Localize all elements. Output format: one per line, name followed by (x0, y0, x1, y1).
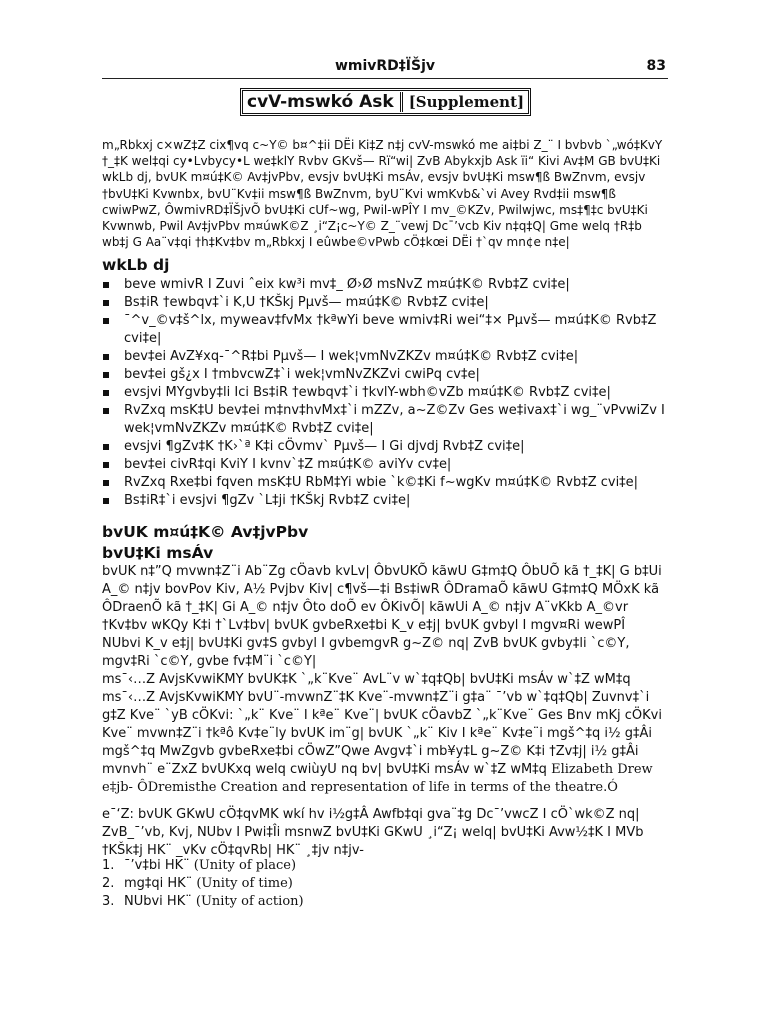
list-item: 2. mg‡qi HK¨ (Unity of time) (102, 876, 293, 891)
running-header (102, 58, 668, 79)
unity-label: mg‡qi HK¨ (124, 876, 193, 891)
list-item: 1. ¯’v‡bi HK¨ (Unity of place) (102, 858, 297, 873)
intro-paragraph: m„Rbkxj c×wZ‡Z cix¶vq c~Y© b¤^‡ii DËi Ki‡Z n‡j cvV-mswkó me ai‡bi Z_¨ I bvbvb `„wó‡KvY †_‡K wel‡qi cy•Lvbycy•L we‡klY Rvbv GKvš— Rï“wi| ZvB Abykxjb Ask ïi“ Kivi Av‡M GB bvU‡Ki wkLb dj, bvUK m¤ú‡K© Av‡jvPbv, evsjv bvU‡Ki msÁv, evsjv bvU‡Ki msw¶ß BwZnvm, evsjv †bvU‡Ki Kvwnbx, bvU¨Kv‡ii msw¶ß BwZnvm, byU¨Kvi wmKvb&`vi Avey Rvd‡ii msw¶ß cwiwPwZ, ÔwmivRD‡ÏŠjvÕ bvU‡Ki cUf~wg, Pwil-wPÎY I mv_©KZv, Pwilwjwc, ms‡¶‡c bvU‡Ki Kvwnwb, Pwil Av‡jvPbv m¤úwK©Z ¸i“Z¡c~Y© Z_¨vewj Dc¯’vcb Kiv n‡q‡Q| Gme welq †R‡b wb‡j G Aa¨v‡qi †h‡Kv‡bv m„Rbkxj I eûwbe©vPwb cÖ‡kœi DËi †`qv mn¢e n‡e| (102, 138, 663, 250)
unity-english: (Unity of place) (193, 858, 297, 873)
unity-label: ¯’v‡bi HK¨ (124, 858, 190, 873)
running-header-title: wmivRD‡ÏŠjv (334, 58, 436, 74)
list-item: evsjvi MYgvby‡li Ici Bs‡iR †ewbqv‡`i †kvlY-wbh©vZb m¤ú‡K© Rvb‡Z cvi‡e| (102, 384, 666, 402)
drama-paragraph-2 (102, 671, 666, 797)
list-item: ¯^v_©v‡š^lx, myweav‡fvMx †kªwYi beve wmiv‡Ri wei“‡× Pµvš— m¤ú‡K© Rvb‡Z cvi‡e| (102, 312, 666, 348)
learning-outcomes-list (102, 276, 666, 510)
list-item: evsjvi ¶gZv‡K †K›`ª K‡i cÖvmv` Pµvš— I Gi djvdj Rvb‡Z cvi‡e| (102, 438, 666, 456)
page-number: 83 (646, 58, 666, 74)
list-item: bev‡ei AvZ¥xq-¯^R‡bi Pµvš— I wek¦vmNvZKZv m¤ú‡K© Rvb‡Z cvi‡e| (102, 348, 666, 366)
list-item: bev‡ei civR‡qi KviY I kvnv`‡Z m¤ú‡K© aviYv cv‡e| (102, 456, 666, 474)
list-item: Bs‡iR‡`i evsjvi ¶gZv `L‡ji †KŠkj Rvb‡Z cvi‡e| (102, 492, 666, 510)
chapter-supplement-label: [Supplement] (408, 93, 525, 111)
list-item: RvZxq msK‡U bev‡ei m‡nv‡hvMx‡`i mZZv, a~Z©Zv Ges we‡ivax‡`i wg_¨vPvwiZv I wek¦vmNvZKZv m¤ú‡K© Rvb‡Z cvi‡e| (102, 402, 666, 438)
unity-english: (Unity of action) (195, 894, 304, 909)
drama-discussion-heading: bvUK m¤ú‡K© Av‡jvPbv (102, 523, 309, 541)
chapter-title: cvV-mswkó Ask (247, 92, 403, 112)
unity-label: NUbvi HK¨ (124, 894, 192, 909)
drama-paragraph-2-text: ms¯‹…Z AvjsKvwiKMY bvUK‡K `„k¨Kve¨ AvL¨v w`‡q‡Qb| bvU‡Ki msÁv w`‡Z wM‡q ms¯‹…Z AvjsKvwiKMY bvU¨-mvwnZ¨‡K Kve¨-mvwn‡Z¨i g‡a¨ ¯’vb w`‡q‡Qb| Zuvnv‡`i g‡Z Kve¨ `yB cÖKvi: `„k¨ Kve¨ I kªe¨ Kve¨| bvUK cÖavbZ `„k¨Kve¨ Ges Bnv mKj cÖKvi Kve¨ mvwn‡Z¨i †kªô Kv‡e¨ly bvUK im¨g| bvUK `„k¨ Kiv I kªe¨ Kv‡e¨i mgš^‡q i½ g‡Âi mgš^‡q MwZgvb gvbeRxe‡bi cÖwZ”Qwe Avgv‡`i mb¥y‡L g~Z© K‡i †Zv‡j| i½ g‡Âi mvnvh¨ e¨ZxZ bvUKxq welq cwiùyU nq bv| bvU‡Ki msÁv w`‡Z wM‡q (102, 672, 662, 777)
drama-paragraph-1: bvUK n‡”Q mvwn‡Z¨i Ab¨Zg cÖavb kvLv| ÔbvUKÕ kãwU G‡m‡Q ÔbUÕ kã †_‡K| G b‡Ui A_© n‡jv bovPov Kiv, A½ Pvjbv Kiv| c¶vš—‡i Bs‡iwR ÔDramaÕ kãwU G‡m‡Q MÖxK kã ÔDraenÕ kã †_‡K| Gi A_© n‡jv Ôto doÕ ev ÔKivÕ| kãwUi A_© n‡jv A¨vKkb A_©vr †Kv‡bv wKQy K‡i †`Lv‡bv| bvUK gvbeRxe‡bi K_v e‡j| bvUK gvbyl I mgv¤Ri wewPÎ NUbvi K_v e‡j| bvU‡Ki gv‡S gvbyl I gvbemgvR g~Z© nq| ZvB bvUK gvby‡li `c©Y, mgv‡Ri `c©Y, gvbe fv‡M¨i `c©Y| (102, 564, 662, 669)
drama-quote-english: Elizabeth Drew e‡jb- ÔDremisthe Creation and representation of life in terms of the theatre.Ó (102, 762, 653, 795)
learning-outcomes-heading: wkLb dj (102, 256, 170, 274)
list-item: beve wmivR I Zuvi ˆeix kw³i mv‡_ Ø›Ø msNvZ m¤ú‡K© Rvb‡Z cvi‡e| (102, 276, 666, 294)
unities-list (102, 857, 304, 911)
drama-definition-subheading: bvU‡Ki msÁv (102, 544, 214, 562)
list-item: bev‡ei gš¿x I †mbvcwZ‡`i wek¦vmNvZKZvi cwiPq cv‡e| (102, 366, 666, 384)
list-item: 3. NUbvi HK¨ (Unity of action) (102, 894, 304, 909)
unity-english: (Unity of time) (196, 876, 293, 891)
list-item: RvZxq Rxe‡bi fqven msK‡U RbM‡Yi wbie `k©‡Ki f~wgKv m¤ú‡K© Rvb‡Z cvi‡e| (102, 474, 666, 492)
drama-paragraph-3: e¯‘Z: bvUK GKwU cÖ‡qvMK wkí hv i½g‡Â Awfb‡qi gva¨‡g Dc¯’vwcZ I cÖ`wk©Z nq| ZvB_¯’vb, Kvj, NUbv I Pwi‡Îi msnwZ bvU‡Ki GKwU ¸i“Z¡ welq| bvU‡Ki Avw½‡K I MVb †KŠk‡j HK¨ _vKv cÖ‡qvRb| HK¨ ¸‡jv n‡jv- (102, 807, 644, 858)
chapter-title-box (240, 88, 531, 116)
list-item: Bs‡iR †ewbqv‡`i K‚U †KŠkj Pµvš— m¤ú‡K© Rvb‡Z cvi‡e| (102, 294, 666, 312)
